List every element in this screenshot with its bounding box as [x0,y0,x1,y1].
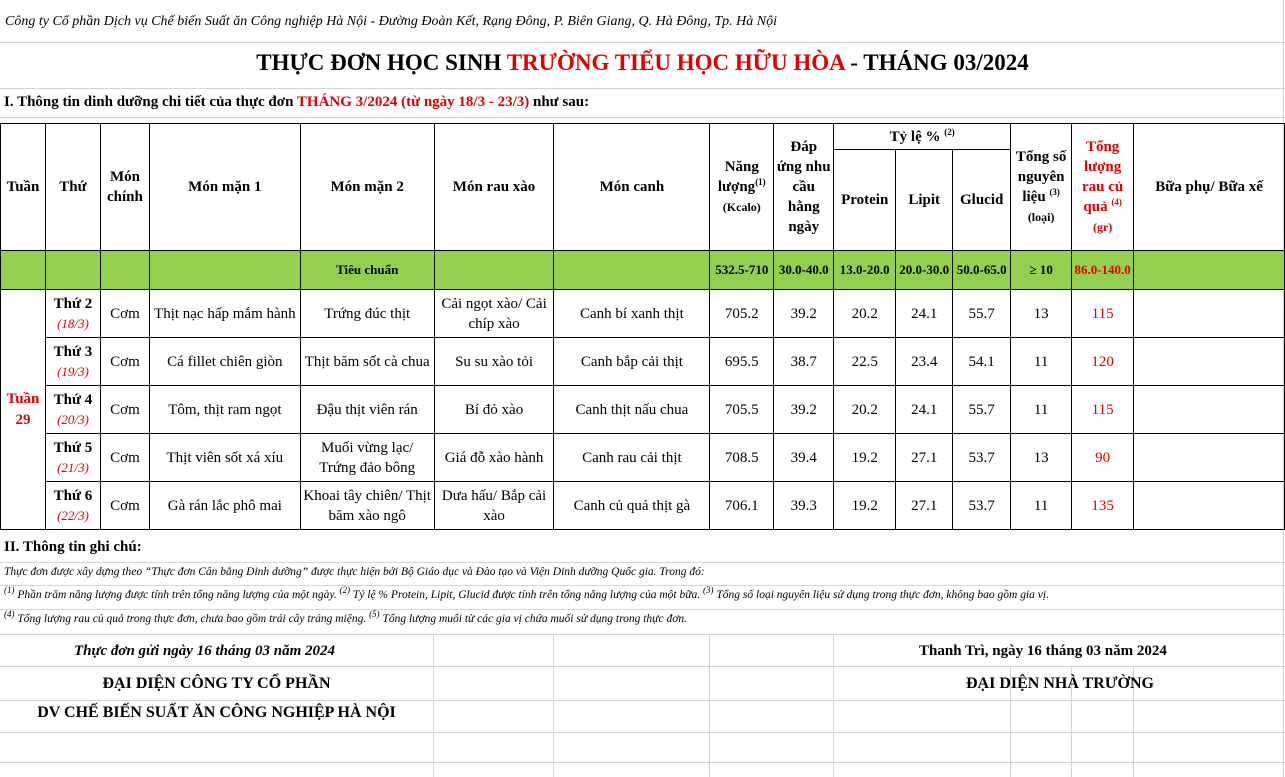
notes-line-1 [4,585,1049,601]
main-dish: Cơm [100,386,149,434]
header-thu: Thứ [45,124,100,251]
ingredients-cell: 11 [1011,482,1072,530]
snack-cell [1134,482,1285,530]
section-2-heading: II. Thông tin ghi chú: [4,539,142,555]
man2-dish: Thịt băm sốt cà chua [300,338,434,386]
header-ty-le-sup: (2) [944,126,955,137]
place-date: Thanh Trì, ngày 16 tháng 03 năm 2024 [919,643,1167,659]
glucid-cell: 54.1 [953,338,1011,386]
header-mon-chinh: Món chính [100,124,149,251]
sent-date: Thực đơn gửi ngày 16 tháng 03 năm 2024 [74,643,336,659]
header-row-1 [1,124,1285,150]
standard-empty-4 [149,251,300,290]
standard-protein: 13.0-20.0 [834,251,896,290]
standard-empty-3 [100,251,149,290]
note-4-text: Tổng lượng rau củ quả trong thực đơn, chưa bao gồm trái cây tráng miệng. [14,613,370,625]
school-representative: ĐẠI DIỆN NHÀ TRƯỜNG [965,675,1154,692]
standard-empty-7 [1134,251,1285,290]
rau-dish: Su su xào tỏi [434,338,554,386]
week-label: Tuần 29 [1,290,46,530]
company-representative-line-2: DV CHẾ BIẾN SUẤT ĂN CÔNG NGHIỆP HÀ NỘI [37,704,396,721]
header-nang-luong [710,124,774,251]
protein-cell: 19.2 [834,434,896,482]
man1-dish: Cá fillet chiên giòn [149,338,300,386]
header-ty-le-label: Tỷ lệ % [889,128,941,145]
day-cell [45,290,100,338]
daily-cell: 39.2 [774,290,834,338]
main-dish: Cơm [100,482,149,530]
man2-dish: Muối vừng lạc/ Trứng đảo bông [300,434,434,482]
main-dish: Cơm [100,290,149,338]
energy-cell: 706.1 [710,482,774,530]
veg-cell: 135 [1072,482,1134,530]
lipit-cell: 27.1 [896,482,953,530]
protein-cell: 20.2 [834,290,896,338]
day-date: (22/3) [57,507,89,523]
canh-dish: Canh bí xanh thịt [554,290,710,338]
lipit-cell: 23.4 [896,338,953,386]
header-mon-rau-xao: Món rau xào [434,124,554,251]
title-part-1: THỰC ĐƠN HỌC SINH [256,50,507,75]
man1-dish: Gà rán lắc phô mai [149,482,300,530]
header-lipit: Lipit [896,150,953,251]
lipit-cell: 24.1 [896,386,953,434]
table-row [1,386,1285,434]
daily-cell: 39.4 [774,434,834,482]
standard-glucid: 50.0-65.0 [953,251,1011,290]
header-tong-nguyen-lieu [1011,124,1072,251]
table-row [1,338,1285,386]
veg-cell: 115 [1072,386,1134,434]
rau-dish: Giá đỗ xào hành [434,434,554,482]
snack-cell [1134,434,1285,482]
man2-dish: Trứng đúc thịt [300,290,434,338]
header-tong-nguyen-lieu-unit: (loại) [1027,210,1055,224]
menu-table [0,123,1285,530]
header-tuan: Tuần [1,124,46,251]
standard-lipit: 20.0-30.0 [896,251,953,290]
canh-dish: Canh thịt nấu chua [554,386,710,434]
day-cell [45,482,100,530]
note-4-mark: (4) [4,609,15,620]
table-row [1,482,1285,530]
day-label: Thứ 3 [53,343,93,360]
header-glucid: Glucid [953,150,1011,251]
notes-intro: Thực đơn được xây dựng theo “Thực đơn Cân bằng Dinh dưỡng” được thực hiện bởi Bộ Giáo dục và Đào tạo và Viện Dinh dưỡng Quốc gia. Trong đó: [4,566,705,578]
man1-dish: Thịt viên sốt xá xíu [149,434,300,482]
energy-cell: 705.5 [710,386,774,434]
header-dap-ung: Đáp ứng nhu cầu hằng ngày [774,124,834,251]
main-dish: Cơm [100,338,149,386]
standard-empty-2 [45,251,100,290]
header-tong-nguyen-lieu-label: Tổng số nguyên liệu [1015,149,1067,205]
header-nang-luong-unit: (Kcalo) [722,200,761,214]
page-title [0,50,1285,76]
standard-empty-6 [554,251,710,290]
glucid-cell: 53.7 [953,434,1011,482]
header-mon-man-1: Món mặn 1 [149,124,300,251]
header-tong-rau [1072,124,1134,251]
ingredients-cell: 11 [1011,386,1072,434]
header-tong-nguyen-lieu-sup: (3) [1049,187,1060,197]
table-row [1,290,1285,338]
veg-cell: 120 [1072,338,1134,386]
section-1-period: THÁNG 3/2024 (từ ngày 18/3 - 23/3) [296,94,530,110]
title-part-2: - THÁNG 03/2024 [844,50,1029,75]
standard-veg: 86.0-140.0 [1072,251,1134,290]
day-date: (21/3) [57,459,89,475]
title-school-name: TRƯỜNG TIỂU HỌC HỮU HÒA [506,50,845,75]
header-mon-canh: Món canh [554,124,710,251]
header-bua-phu: Bữa phụ/ Bữa xế [1134,124,1285,251]
day-date: (19/3) [57,363,89,379]
standard-label: Tiêu chuẩn [300,251,434,290]
standard-empty-1 [1,251,46,290]
rau-dish: Dưa hấu/ Bắp cải xào [434,482,554,530]
note-2-text: Tỷ lệ % Protein, Lipit, Glucid được tính trên tổng năng lượng của một bữa. [350,589,704,601]
snack-cell [1134,290,1285,338]
daily-cell: 39.3 [774,482,834,530]
section-1-suffix: như sau: [529,94,590,110]
canh-dish: Canh rau cải thịt [554,434,710,482]
protein-cell: 22.5 [834,338,896,386]
lipit-cell: 24.1 [896,290,953,338]
note-3-mark: (3) [703,585,714,596]
rau-dish: Cải ngọt xào/ Cải chíp xào [434,290,554,338]
standard-row [1,251,1285,290]
energy-cell: 705.2 [710,290,774,338]
header-mon-man-2: Món mặn 2 [300,124,434,251]
energy-cell: 708.5 [710,434,774,482]
header-ty-le [834,124,1011,150]
day-date: (18/3) [57,315,89,331]
lipit-cell: 27.1 [896,434,953,482]
header-nang-luong-sup: (1) [755,177,766,187]
header-tong-rau-label: Tổng lượng rau củ quả [1082,139,1124,215]
company-address-line: Công ty Cổ phần Dịch vụ Chế biến Suất ăn Công nghiệp Hà Nội - Đường Đoàn Kết, Rạng Đông, P. Biên Giang, Q. Hà Đông, Tp. Hà Nội [5,14,777,29]
note-2-mark: (2) [339,585,351,596]
note-5-mark: (5) [369,609,380,620]
glucid-cell: 55.7 [953,386,1011,434]
ingredients-cell: 11 [1011,338,1072,386]
veg-cell: 90 [1072,434,1134,482]
notes-line-2 [4,609,687,625]
man1-dish: Tôm, thịt ram ngọt [149,386,300,434]
ingredients-cell: 13 [1011,290,1072,338]
section-1-prefix: I. Thông tin dinh dưỡng chi tiết của thực đơn [4,94,297,110]
day-cell [45,434,100,482]
day-label: Thứ 6 [53,487,93,504]
ingredients-cell: 13 [1011,434,1072,482]
snack-cell [1134,386,1285,434]
standard-energy: 532.5-710 [710,251,774,290]
veg-cell: 115 [1072,290,1134,338]
standard-ingredients: ≥ 10 [1011,251,1072,290]
canh-dish: Canh bắp cải thịt [554,338,710,386]
day-label: Thứ 5 [53,439,93,456]
main-dish: Cơm [100,434,149,482]
header-tong-rau-unit: (gr) [1092,220,1113,234]
daily-cell: 38.7 [774,338,834,386]
note-1-mark: (1) [4,585,15,596]
man2-dish: Đậu thịt viên rán [300,386,434,434]
day-label: Thứ 2 [53,295,93,312]
energy-cell: 695.5 [710,338,774,386]
standard-daily: 30.0-40.0 [774,251,834,290]
header-protein: Protein [834,150,896,251]
note-1-text: Phần trăm năng lượng được tính trên tổng năng lượng của một ngày. [14,589,340,601]
man2-dish: Khoai tây chiên/ Thịt băm xào ngô [300,482,434,530]
day-cell [45,338,100,386]
snack-cell [1134,338,1285,386]
header-tong-rau-sup: (4) [1111,197,1122,207]
daily-cell: 39.2 [774,386,834,434]
section-1-heading [4,94,589,111]
day-date: (20/3) [57,411,89,427]
glucid-cell: 55.7 [953,290,1011,338]
day-label: Thứ 4 [53,391,93,408]
protein-cell: 19.2 [834,482,896,530]
note-5-text: Tổng lượng muối từ các gia vị chứa muối sử dụng trong thực đơn. [379,613,687,625]
day-cell [45,386,100,434]
note-3-text: Tổng số loại nguyên liệu sử dụng trong thực đơn, không bao gồm gia vị. [713,589,1049,601]
glucid-cell: 53.7 [953,482,1011,530]
rau-dish: Bí đỏ xào [434,386,554,434]
standard-empty-5 [434,251,554,290]
table-row [1,434,1285,482]
man1-dish: Thịt nạc hấp mắm hành [149,290,300,338]
protein-cell: 20.2 [834,386,896,434]
canh-dish: Canh củ quả thịt gà [554,482,710,530]
header-nang-luong-label: Năng lượng [717,159,759,195]
company-representative-line-1: ĐẠI DIỆN CÔNG TY CỔ PHẦN [102,675,331,692]
